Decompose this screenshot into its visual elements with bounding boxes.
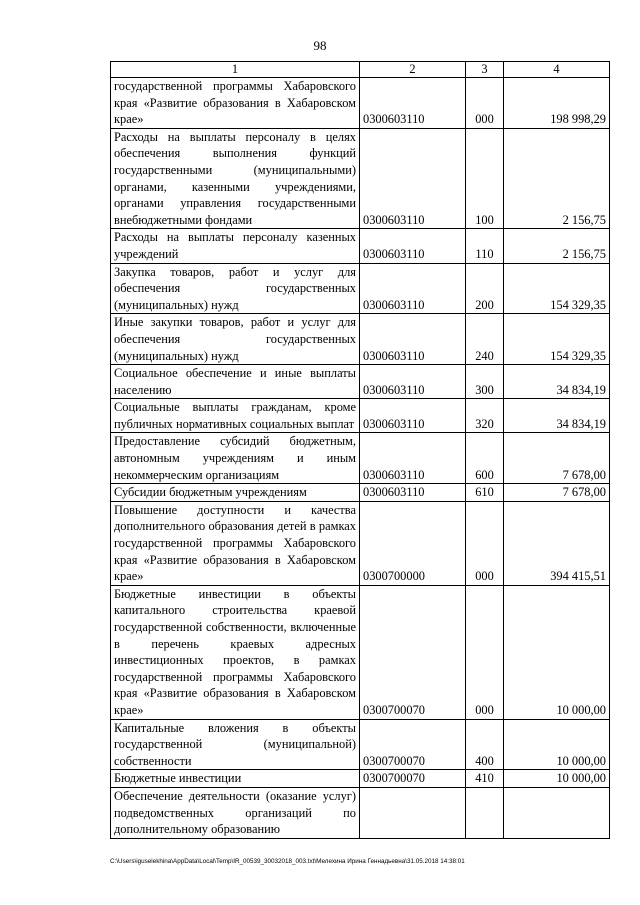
- amount-cell: [504, 787, 610, 838]
- table-row: [111, 787, 610, 838]
- amount-cell: 394 415,51: [504, 501, 610, 585]
- target-code-cell: 0300603110: [360, 365, 466, 399]
- table-row: [111, 484, 610, 502]
- expense-type-cell: 320: [466, 399, 504, 433]
- target-code-cell: 0300603110: [360, 314, 466, 365]
- table-row: [111, 501, 610, 585]
- budget-table: [110, 61, 610, 839]
- row-name-cell: Социальное обеспечение и иные выплаты населению: [111, 365, 360, 399]
- table-row: [111, 399, 610, 433]
- row-name-cell: Повышение доступности и качества дополнительного образования детей в рамках государственной программы Хабаровского края «Развитие образования в Хабаровском крае»: [111, 501, 360, 585]
- table-row: [111, 314, 610, 365]
- expense-type-cell: 240: [466, 314, 504, 365]
- column-header-1: 1: [111, 62, 360, 78]
- target-code-cell: 0300603110: [360, 78, 466, 129]
- row-name-cell: Бюджетные инвестиции в объекты капитального строительства краевой государственной собственности, включенные в перечень краевых адресных инвестиционных проектов, в рамках государственной программы Хабаровского края «Развитие образования в Хабаровском крае»: [111, 585, 360, 719]
- amount-cell: 2 156,75: [504, 128, 610, 229]
- amount-cell: 2 156,75: [504, 229, 610, 263]
- row-name-cell: Субсидии бюджетным учреждениям: [111, 484, 360, 502]
- target-code-cell: 0300603110: [360, 128, 466, 229]
- table-row: [111, 719, 610, 770]
- row-name-cell: Закупка товаров, работ и услуг для обеспечения государственных (муниципальных) нужд: [111, 263, 360, 314]
- row-name-cell: Бюджетные инвестиции: [111, 770, 360, 788]
- row-name-cell: Социальные выплаты гражданам, кроме публичных нормативных социальных выплат: [111, 399, 360, 433]
- amount-cell: 10 000,00: [504, 719, 610, 770]
- expense-type-cell: 600: [466, 433, 504, 484]
- target-code-cell: 0300700070: [360, 585, 466, 719]
- target-code-cell: 0300700070: [360, 770, 466, 788]
- column-header-3: 3: [466, 62, 504, 78]
- file-path-footer: C:\Users\iguselekhina\AppData\Local\Temp\IR_00539_30032018_003.txt\Мелехина Ирина Геннадьевна\31.05.2018 14:38:01: [110, 858, 465, 865]
- table-row: [111, 433, 610, 484]
- header-row: [111, 62, 610, 78]
- amount-cell: 198 998,29: [504, 78, 610, 129]
- target-code-cell: 0300603110: [360, 229, 466, 263]
- target-code-cell: 0300603110: [360, 484, 466, 502]
- expense-type-cell: 100: [466, 128, 504, 229]
- amount-cell: 7 678,00: [504, 433, 610, 484]
- row-name-cell: Иные закупки товаров, работ и услуг для обеспечения государственных (муниципальных) нужд: [111, 314, 360, 365]
- table-row: [111, 128, 610, 229]
- table-row: [111, 78, 610, 129]
- expense-type-cell: 410: [466, 770, 504, 788]
- target-code-cell: 0300603110: [360, 263, 466, 314]
- table-row: [111, 229, 610, 263]
- row-name-cell: Обеспечение деятельности (оказание услуг) подведомственных организаций по дополнительному образованию: [111, 787, 360, 838]
- expense-type-cell: 300: [466, 365, 504, 399]
- amount-cell: 7 678,00: [504, 484, 610, 502]
- amount-cell: 154 329,35: [504, 314, 610, 365]
- row-name-cell: Предоставление субсидий бюджетным, автономным учреждениям и иным некоммерческим организациям: [111, 433, 360, 484]
- target-code-cell: [360, 787, 466, 838]
- table-row: [111, 770, 610, 788]
- target-code-cell: 0300700070: [360, 719, 466, 770]
- target-code-cell: 0300700000: [360, 501, 466, 585]
- expense-type-cell: [466, 787, 504, 838]
- column-header-2: 2: [360, 62, 466, 78]
- expense-type-cell: 000: [466, 585, 504, 719]
- expense-type-cell: 200: [466, 263, 504, 314]
- row-name-cell: Расходы на выплаты персоналу в целях обеспечения выполнения функций государственными (муниципальными) органами, казенными учреждениями, органами управления государственными внебюджетными фондами: [111, 128, 360, 229]
- expense-type-cell: 000: [466, 501, 504, 585]
- amount-cell: 10 000,00: [504, 770, 610, 788]
- column-header-4: 4: [504, 62, 610, 78]
- expense-type-cell: 000: [466, 78, 504, 129]
- amount-cell: 34 834,19: [504, 365, 610, 399]
- row-name-cell: Капитальные вложения в объекты государственной (муниципальной) собственности: [111, 719, 360, 770]
- row-name-cell: Расходы на выплаты персоналу казенных учреждений: [111, 229, 360, 263]
- table-row: [111, 365, 610, 399]
- amount-cell: 154 329,35: [504, 263, 610, 314]
- expense-type-cell: 610: [466, 484, 504, 502]
- page-number: 98: [313, 38, 327, 53]
- target-code-cell: 0300603110: [360, 399, 466, 433]
- expense-type-cell: 400: [466, 719, 504, 770]
- target-code-cell: 0300603110: [360, 433, 466, 484]
- expense-type-cell: 110: [466, 229, 504, 263]
- amount-cell: 10 000,00: [504, 585, 610, 719]
- table-row: [111, 585, 610, 719]
- table-row: [111, 263, 610, 314]
- amount-cell: 34 834,19: [504, 399, 610, 433]
- row-name-cell: государственной программы Хабаровского края «Развитие образования в Хабаровском крае»: [111, 78, 360, 129]
